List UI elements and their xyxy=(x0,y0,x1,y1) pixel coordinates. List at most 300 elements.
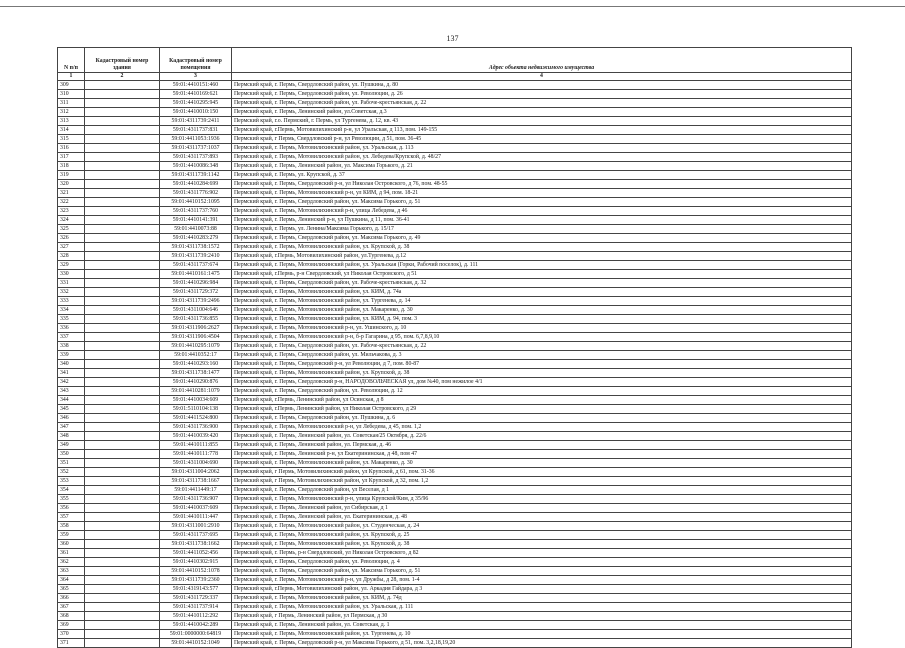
address-cell: Пермский край, г. Пермь, Свердловский район, ул. Революции, д. 26 xyxy=(232,90,852,99)
header-row xyxy=(58,48,852,73)
property-register-table xyxy=(57,47,852,648)
row-number: 322 xyxy=(58,198,85,207)
table-row xyxy=(58,189,852,198)
table-row xyxy=(58,468,852,477)
table-row xyxy=(58,504,852,513)
row-number: 326 xyxy=(58,234,85,243)
address-cell: Пермский край, г. Пермь, Мотовилихинский р-н, улица Крупской/Ким, д 35/96 xyxy=(232,495,852,504)
row-number: 364 xyxy=(58,576,85,585)
row-number: 356 xyxy=(58,504,85,513)
building-cadastral-number xyxy=(85,423,160,432)
row-number: 324 xyxy=(58,216,85,225)
premise-cadastral-number: 59:01:4410161:1475 xyxy=(160,270,232,279)
row-number: 317 xyxy=(58,153,85,162)
premise-cadastral-number: 59:01:4411053:1936 xyxy=(160,135,232,144)
building-cadastral-number xyxy=(85,585,160,594)
row-number: 349 xyxy=(58,441,85,450)
table-row xyxy=(58,135,852,144)
address-cell: Пермский край, г. Пермь, Ленинский район, ул. Советская, д. 1 xyxy=(232,621,852,630)
row-number: 318 xyxy=(58,162,85,171)
address-cell: Пермский край, г.Пермь, Ленинский район, ул Николая Островского, д 29 xyxy=(232,405,852,414)
building-cadastral-number xyxy=(85,198,160,207)
building-cadastral-number xyxy=(85,630,160,639)
row-number: 355 xyxy=(58,495,85,504)
address-cell: Пермский край, г. Пермь, Мотовилихинский район, ул. Крупской, д. 38 xyxy=(232,243,852,252)
building-cadastral-number xyxy=(85,234,160,243)
row-number: 365 xyxy=(58,585,85,594)
column-number-row xyxy=(58,73,852,81)
address-cell: Пермский край, г. Пермь, Свердловский район, ул. Максима Горького, д. 49 xyxy=(232,234,852,243)
premise-cadastral-number: 59:01:4411449:17 xyxy=(160,486,232,495)
row-number: 371 xyxy=(58,639,85,648)
row-number: 370 xyxy=(58,630,85,639)
address-cell: Пермский край, г. Пермь, Мотовилихинский район, ул. КИМ, д. 74а xyxy=(232,288,852,297)
header-building-cadastral: Кадастровый номер здания xyxy=(85,48,160,73)
building-cadastral-number xyxy=(85,144,160,153)
premise-cadastral-number: 59:01:4411052:456 xyxy=(160,549,232,558)
building-cadastral-number xyxy=(85,162,160,171)
row-number: 336 xyxy=(58,324,85,333)
row-number: 331 xyxy=(58,279,85,288)
address-cell: Пермский край, г. Пермь, Мотовилихинский р-н, ул КИМ, д 94, пом. 18-21 xyxy=(232,189,852,198)
row-number: 327 xyxy=(58,243,85,252)
premise-cadastral-number: 59:01:4410151:460 xyxy=(160,81,232,90)
premise-cadastral-number: 59:01:4311737:760 xyxy=(160,207,232,216)
premise-cadastral-number: 59:01:4311906:2627 xyxy=(160,324,232,333)
table-row xyxy=(58,270,852,279)
table-row xyxy=(58,297,852,306)
premise-cadastral-number: 59:01:4410284:699 xyxy=(160,180,232,189)
column-number: 4 xyxy=(232,73,852,81)
row-number: 348 xyxy=(58,432,85,441)
row-number: 319 xyxy=(58,171,85,180)
row-number: 352 xyxy=(58,468,85,477)
premise-cadastral-number: 59:01:4410293:160 xyxy=(160,360,232,369)
building-cadastral-number xyxy=(85,117,160,126)
premise-cadastral-number: 59:01:4311738:1477 xyxy=(160,369,232,378)
table-row xyxy=(58,279,852,288)
table-row xyxy=(58,396,852,405)
building-cadastral-number xyxy=(85,396,160,405)
premise-cadastral-number: 59:01:4319143:577 xyxy=(160,585,232,594)
row-number: 341 xyxy=(58,369,85,378)
premise-cadastral-number: 59:01:4410352:17 xyxy=(160,351,232,360)
row-number: 353 xyxy=(58,477,85,486)
building-cadastral-number xyxy=(85,90,160,99)
row-number: 351 xyxy=(58,459,85,468)
row-number: 339 xyxy=(58,351,85,360)
row-number: 354 xyxy=(58,486,85,495)
premise-cadastral-number: 59:01:4410073:88 xyxy=(160,225,232,234)
building-cadastral-number xyxy=(85,522,160,531)
row-number: 315 xyxy=(58,135,85,144)
row-number: 343 xyxy=(58,387,85,396)
address-cell: Пермский край, г.Пермь, р-н Свердловский, ул Николая Островского, д 51 xyxy=(232,270,852,279)
building-cadastral-number xyxy=(85,495,160,504)
row-number: 309 xyxy=(58,81,85,90)
table-row xyxy=(58,477,852,486)
row-number: 350 xyxy=(58,450,85,459)
premise-cadastral-number: 59:01:4311738:1572 xyxy=(160,243,232,252)
address-cell: Пермский край, г. Пермь, Мотовилихинский район, ул. Тургенева, д. 14 xyxy=(232,297,852,306)
premise-cadastral-number: 59:01:4311004:2062 xyxy=(160,468,232,477)
building-cadastral-number xyxy=(85,369,160,378)
building-cadastral-number xyxy=(85,351,160,360)
building-cadastral-number xyxy=(85,612,160,621)
table-row xyxy=(58,342,852,351)
row-number: 323 xyxy=(58,207,85,216)
address-cell: Пермский край, г. Пермь, Мотовилихинский район, ул. Студенческая, д. 24 xyxy=(232,522,852,531)
building-cadastral-number xyxy=(85,477,160,486)
address-cell: Пермский край, г. Пермь, Мотовилихинский р-н, ул Лебедева, д 45, пом. 1,2 xyxy=(232,423,852,432)
address-cell: Пермский край, г. Пермь, Мотовилихинский район, ул. Макаренко, д. 30 xyxy=(232,459,852,468)
table-row xyxy=(58,288,852,297)
table-row xyxy=(58,162,852,171)
building-cadastral-number xyxy=(85,252,160,261)
row-number: 358 xyxy=(58,522,85,531)
building-cadastral-number xyxy=(85,531,160,540)
premise-cadastral-number: 59:01:4311737:674 xyxy=(160,261,232,270)
building-cadastral-number xyxy=(85,567,160,576)
building-cadastral-number xyxy=(85,153,160,162)
premise-cadastral-number: 59:01:4410152:1049 xyxy=(160,639,232,648)
building-cadastral-number xyxy=(85,288,160,297)
row-number: 345 xyxy=(58,405,85,414)
address-cell: Пермский край, г Пермь, Свердловский р-н, ул Революции, д 51, пом. 36-45 xyxy=(232,135,852,144)
address-cell: Пермский край, г. Пермь, Мотовилихинский район, ул. Макаренко, д. 30 xyxy=(232,306,852,315)
building-cadastral-number xyxy=(85,504,160,513)
table-row xyxy=(58,207,852,216)
table-row xyxy=(58,243,852,252)
address-cell: Пермский край, г. Пермь, Мотовилихинский район, ул. КИМ, д. 74д xyxy=(232,594,852,603)
address-cell: Пермский край, г.Пермь, Мотовилихинский р-н, ул Уральская, д 113, пом. 149-155 xyxy=(232,126,852,135)
address-cell: Пермский край, г Пермь, Ленинский район, ул Пермская, д 30 xyxy=(232,612,852,621)
row-number: 361 xyxy=(58,549,85,558)
table-row xyxy=(58,198,852,207)
building-cadastral-number xyxy=(85,450,160,459)
premise-cadastral-number: 59:01:4311739:2410 xyxy=(160,252,232,261)
building-cadastral-number xyxy=(85,180,160,189)
premise-cadastral-number: 59:01:4410042:289 xyxy=(160,621,232,630)
row-number: 359 xyxy=(58,531,85,540)
address-cell: Пермский край, г. Пермь, Мотовилихинский район, ул. Тургенева, д. 10 xyxy=(232,630,852,639)
table-row xyxy=(58,360,852,369)
column-number: 2 xyxy=(85,73,160,81)
premise-cadastral-number: 59:01:4311739:1142 xyxy=(160,171,232,180)
building-cadastral-number xyxy=(85,405,160,414)
building-cadastral-number xyxy=(85,126,160,135)
premise-cadastral-number: 59:01:4410086:348 xyxy=(160,162,232,171)
row-number: 316 xyxy=(58,144,85,153)
address-cell: Пермский край, г. Пермь, Свердловский район, ул. Мильчакова, д. 3 xyxy=(232,351,852,360)
premise-cadastral-number: 59:01:4410039:420 xyxy=(160,432,232,441)
row-number: 332 xyxy=(58,288,85,297)
premise-cadastral-number: 59:01:4410111:447 xyxy=(160,513,232,522)
row-number: 346 xyxy=(58,414,85,423)
premise-cadastral-number: 59:01:4410295:945 xyxy=(160,99,232,108)
premise-cadastral-number: 59:01:4311739:2496 xyxy=(160,297,232,306)
building-cadastral-number xyxy=(85,324,160,333)
table-body xyxy=(58,81,852,648)
premise-cadastral-number: 59:01:4411524:800 xyxy=(160,414,232,423)
row-number: 312 xyxy=(58,108,85,117)
premise-cadastral-number: 59:01:0000000:64819 xyxy=(160,630,232,639)
premise-cadastral-number: 59:01:4410283:279 xyxy=(160,234,232,243)
premise-cadastral-number: 59:01:4410111:778 xyxy=(160,450,232,459)
table-row xyxy=(58,522,852,531)
address-cell: Пермский край, г. Пермь, Свердловский район, ул. Максима Горького, д. 51 xyxy=(232,567,852,576)
premise-cadastral-number: 59:01:4311738:1667 xyxy=(160,477,232,486)
address-cell: Пермский край, г. Пермь, Ленинский район, ул. Пермская, д. 46 xyxy=(232,441,852,450)
address-cell: Пермский край, г. Пермь, Свердловский район, ул. Пушкина, д. 80 xyxy=(232,81,852,90)
premise-cadastral-number: 59:01:4311739:2411 xyxy=(160,117,232,126)
row-number: 314 xyxy=(58,126,85,135)
address-cell: Пермский край, г.о. Пермский, г. Пермь, ул Тургенева, д. 12, кв. 43 xyxy=(232,117,852,126)
table-row xyxy=(58,441,852,450)
building-cadastral-number xyxy=(85,558,160,567)
address-cell: Пермский край, г. Пермь, Мотовилихинский район, ул. Лебедева/Крупской, д. 48/27 xyxy=(232,153,852,162)
table-row xyxy=(58,594,852,603)
row-number: 357 xyxy=(58,513,85,522)
premise-cadastral-number: 59:01:4410296:984 xyxy=(160,279,232,288)
address-cell: Пермский край, г. Пермь, Мотовилихинский р-н, б-р Гагарина, д 95, пом. 6,7,8,9,10 xyxy=(232,333,852,342)
table-row xyxy=(58,117,852,126)
table-row xyxy=(58,549,852,558)
table-row xyxy=(58,225,852,234)
table-row xyxy=(58,324,852,333)
premise-cadastral-number: 59:01:4311737:831 xyxy=(160,126,232,135)
building-cadastral-number xyxy=(85,594,160,603)
address-cell: Пермский край, г. Пермь, р-н Свердловский, ул Николая Островского, д 82 xyxy=(232,549,852,558)
table-row xyxy=(58,180,852,189)
address-cell: Пермский край, г. Пермь, ул. Ленина/Максима Горького, д. 15/17 xyxy=(232,225,852,234)
address-cell: Пермский край, г. Пермь, Мотовилихинский район, ул. Уральская (Горки, Рабочий поселок), д. 111 xyxy=(232,261,852,270)
premise-cadastral-number: 59:01:4311001:2910 xyxy=(160,522,232,531)
row-number: 337 xyxy=(58,333,85,342)
table-row xyxy=(58,378,852,387)
building-cadastral-number xyxy=(85,576,160,585)
building-cadastral-number xyxy=(85,540,160,549)
building-cadastral-number xyxy=(85,486,160,495)
address-cell: Пермский край, г. Пермь, Свердловский район, ул. Рабоче-крестьянская, д. 22 xyxy=(232,342,852,351)
premise-cadastral-number: 59:01:4410010:150 xyxy=(160,108,232,117)
table-row xyxy=(58,603,852,612)
address-cell: Пермский край, г. Пермь, Свердловский район, ул. Революции, д. 12 xyxy=(232,387,852,396)
address-cell: Пермский край, г. Пермь, Мотовилихинский р-н, ул Дружбы, д 28, пом. 1-4 xyxy=(232,576,852,585)
address-cell: Пермский край, г. Пермь, Мотовилихинский район, ул. Крупской, д. 25 xyxy=(232,531,852,540)
row-number: 329 xyxy=(58,261,85,270)
table-row xyxy=(58,540,852,549)
premise-cadastral-number: 59:01:4311004:646 xyxy=(160,306,232,315)
building-cadastral-number xyxy=(85,360,160,369)
building-cadastral-number xyxy=(85,135,160,144)
building-cadastral-number xyxy=(85,279,160,288)
row-number: 313 xyxy=(58,117,85,126)
address-cell: Пермский край, г. Пермь, Мотовилихинский р-н, улица Лебедева, д 46 xyxy=(232,207,852,216)
premise-cadastral-number: 59:01:4410169:621 xyxy=(160,90,232,99)
table-row xyxy=(58,405,852,414)
address-cell: Пермский край, г. Пермь, Свердловский р-н, ул Максима Горького, д 51, пом. 3,2,18,19,20 xyxy=(232,639,852,648)
building-cadastral-number xyxy=(85,387,160,396)
scan-top-edge xyxy=(0,6,905,7)
table-row xyxy=(58,585,852,594)
building-cadastral-number xyxy=(85,225,160,234)
table-row xyxy=(58,351,852,360)
premise-cadastral-number: 59:01:4410295:1079 xyxy=(160,342,232,351)
premise-cadastral-number: 59:01:4311906:4504 xyxy=(160,333,232,342)
premise-cadastral-number: 59:01:4311738:1662 xyxy=(160,540,232,549)
address-cell: Пермский край, г. Пермь, Свердловский район, ул. Пушкина, д. 6 xyxy=(232,414,852,423)
premise-cadastral-number: 59:01:4410034:609 xyxy=(160,396,232,405)
page-number: 137 xyxy=(446,34,459,43)
table-row xyxy=(58,252,852,261)
premise-cadastral-number: 59:01:4311737:695 xyxy=(160,531,232,540)
address-cell: Пермский край, г. Пермь, Свердловский район, ул. Рабоче-крестьянская, д. 32 xyxy=(232,279,852,288)
table-row xyxy=(58,459,852,468)
table-row xyxy=(58,558,852,567)
table-row xyxy=(58,81,852,90)
building-cadastral-number xyxy=(85,189,160,198)
building-cadastral-number xyxy=(85,468,160,477)
premise-cadastral-number: 59:01:4410112:292 xyxy=(160,612,232,621)
building-cadastral-number xyxy=(85,414,160,423)
building-cadastral-number xyxy=(85,207,160,216)
address-cell: Пермский край, г. Пермь, ул. Крупской, д. 37 xyxy=(232,171,852,180)
table-row xyxy=(58,315,852,324)
premise-cadastral-number: 59:01:4410152:1078 xyxy=(160,567,232,576)
row-number: 310 xyxy=(58,90,85,99)
building-cadastral-number xyxy=(85,81,160,90)
premise-cadastral-number: 59:01:4311736:900 xyxy=(160,423,232,432)
row-number: 328 xyxy=(58,252,85,261)
address-cell: Пермский край, г. Пермь, Мотовилихинский район, ул. Уральская, д. 113 xyxy=(232,144,852,153)
table-row xyxy=(58,171,852,180)
building-cadastral-number xyxy=(85,171,160,180)
address-cell: Пермский край, г. Пермь, Мотовилихинский район, ул. Крупской, д. 38 xyxy=(232,540,852,549)
row-number: 360 xyxy=(58,540,85,549)
premise-cadastral-number: 59:01:4410111:855 xyxy=(160,441,232,450)
row-number: 330 xyxy=(58,270,85,279)
premise-cadastral-number: 59:01:4410302:915 xyxy=(160,558,232,567)
address-cell: Пермский край, г. Пермь, Ленинский район, ул. Максима Горького, д. 21 xyxy=(232,162,852,171)
row-number: 338 xyxy=(58,342,85,351)
table-row xyxy=(58,414,852,423)
premise-cadastral-number: 59:01:5110104:138 xyxy=(160,405,232,414)
table-row xyxy=(58,486,852,495)
row-number: 368 xyxy=(58,612,85,621)
premise-cadastral-number: 59:01:4311737:893 xyxy=(160,153,232,162)
address-cell: Пермский край, г. Пермь, Ленинский р-н, ул Екатерининская, д 48, пом 47 xyxy=(232,450,852,459)
table-row xyxy=(58,432,852,441)
building-cadastral-number xyxy=(85,342,160,351)
building-cadastral-number xyxy=(85,243,160,252)
row-number: 369 xyxy=(58,621,85,630)
premise-cadastral-number: 59:01:4311776:902 xyxy=(160,189,232,198)
row-number: 347 xyxy=(58,423,85,432)
table-row xyxy=(58,261,852,270)
building-cadastral-number xyxy=(85,270,160,279)
building-cadastral-number xyxy=(85,99,160,108)
table-row xyxy=(58,423,852,432)
table-row xyxy=(58,333,852,342)
table-row xyxy=(58,108,852,117)
address-cell: Пермский край, г. Пермь, Мотовилихинский район, ул. Крупской, д. 38 xyxy=(232,369,852,378)
address-cell: Пермский край, г. Пермь, Свердловский район, ул. Революции, д. 4 xyxy=(232,558,852,567)
premise-cadastral-number: 59:01:4410152:1095 xyxy=(160,198,232,207)
building-cadastral-number xyxy=(85,315,160,324)
address-cell: Пермский край, г. Пермь, Свердловский район, ул. Рабоче-крестьянская, д. 22 xyxy=(232,99,852,108)
header-premise-cadastral: Кадастровый номер помещения xyxy=(160,48,232,73)
row-number: 362 xyxy=(58,558,85,567)
row-number: 320 xyxy=(58,180,85,189)
table-row xyxy=(58,450,852,459)
address-cell: Пермский край, г. Пермь, Ленинский район, ул. Екатерининская, д. 48 xyxy=(232,513,852,522)
row-number: 325 xyxy=(58,225,85,234)
table-row xyxy=(58,216,852,225)
table-row xyxy=(58,234,852,243)
address-cell: Пермский край, г. Пермь, Ленинский р-н, ул Пушкина, д 11, пом. 36-41 xyxy=(232,216,852,225)
table-row xyxy=(58,369,852,378)
premise-cadastral-number: 59:01:4410281:1079 xyxy=(160,387,232,396)
address-cell: Пермский край, г. Пермь, Ленинский район, ул.Советская, д.3 xyxy=(232,108,852,117)
table-row xyxy=(58,621,852,630)
table-row xyxy=(58,495,852,504)
table-row xyxy=(58,90,852,99)
address-cell: Пермский край, г. Пермь, Мотовилихинский район, ул. КИМ, д. 94, пом. 3 xyxy=(232,315,852,324)
row-number: 311 xyxy=(58,99,85,108)
row-number: 333 xyxy=(58,297,85,306)
building-cadastral-number xyxy=(85,459,160,468)
row-number: 342 xyxy=(58,378,85,387)
row-number: 334 xyxy=(58,306,85,315)
building-cadastral-number xyxy=(85,441,160,450)
premise-cadastral-number: 59:01:4311739:2360 xyxy=(160,576,232,585)
building-cadastral-number xyxy=(85,108,160,117)
premise-cadastral-number: 59:01:4311004:690 xyxy=(160,459,232,468)
address-cell: Пермский край, г.Пермь, Мотовилихинский район, ул.Тургенева, д.12 xyxy=(232,252,852,261)
premise-cadastral-number: 59:01:4311736:907 xyxy=(160,495,232,504)
premise-cadastral-number: 59:01:4311736:855 xyxy=(160,315,232,324)
premise-cadastral-number: 59:01:4311737:914 xyxy=(160,603,232,612)
table-row xyxy=(58,306,852,315)
row-number: 367 xyxy=(58,603,85,612)
header-address: Адрес объекта недвижимого имущества xyxy=(232,48,852,73)
row-number: 366 xyxy=(58,594,85,603)
row-number: 344 xyxy=(58,396,85,405)
premise-cadastral-number: 59:01:4311737:1037 xyxy=(160,144,232,153)
address-cell: Пермский край, г. Пермь, Мотовилихинский район, ул. Уральская, д. 111 xyxy=(232,603,852,612)
address-cell: Пермский край, г. Пермь, Ленинский район, ул. Советская/25 Октября, д. 22/6 xyxy=(232,432,852,441)
address-cell: Пермский край, г. Пермь, Свердловский р-н, ул Революции, д 7, пом. 80-87 xyxy=(232,360,852,369)
table-row xyxy=(58,612,852,621)
address-cell: Пермский край, г. Пермь, Мотовилихинский р-н, ул. Ушинского, д. 10 xyxy=(232,324,852,333)
table-row xyxy=(58,576,852,585)
header-number: N п/п xyxy=(58,48,85,73)
address-cell: Пермский край, г. Пермь, Ленинский район, ул Сибирская, д 1 xyxy=(232,504,852,513)
building-cadastral-number xyxy=(85,306,160,315)
row-number: 321 xyxy=(58,189,85,198)
building-cadastral-number xyxy=(85,432,160,441)
table-row xyxy=(58,387,852,396)
column-number: 1 xyxy=(58,73,85,81)
column-number: 3 xyxy=(160,73,232,81)
building-cadastral-number xyxy=(85,549,160,558)
building-cadastral-number xyxy=(85,333,160,342)
building-cadastral-number xyxy=(85,216,160,225)
building-cadastral-number xyxy=(85,621,160,630)
address-cell: Пермский край, г Пермь, Мотовилихинский район, ул Крупской, д 32, пом. 1,2 xyxy=(232,477,852,486)
address-cell: Пермский край, г. Пермь, Свердловский район, ул Веселая, д 1 xyxy=(232,486,852,495)
